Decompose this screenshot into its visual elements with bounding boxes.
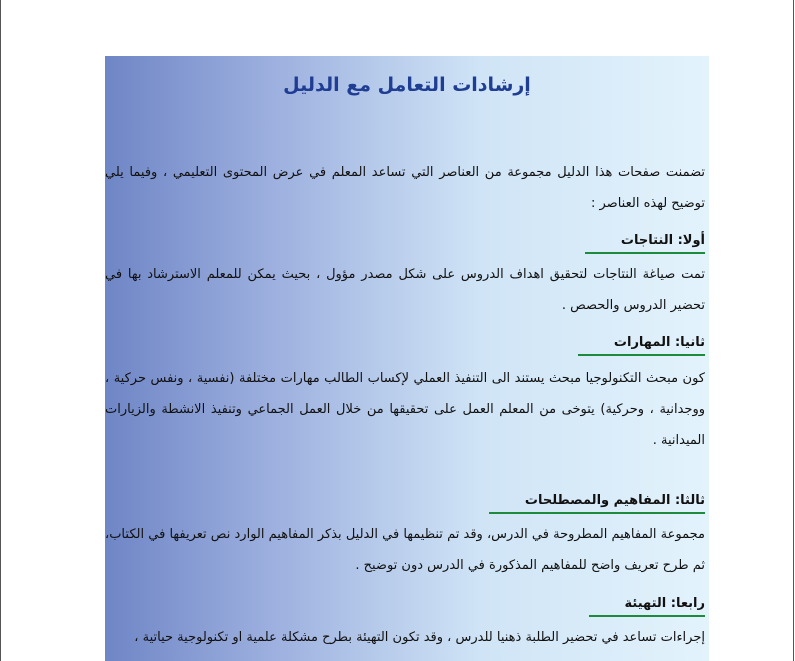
- section-text-outcomes: تمت صياغة النتاجات لتحقيق اهداف الدروس على شكل مصدر مؤول ، بحيث يمكن للمعلم الاسترشاد بها في تحضير الدروس والحصص .: [105, 267, 705, 313]
- right-border-line: [793, 0, 794, 661]
- section-heading-preparation: رابعا: التهيئة: [589, 594, 706, 617]
- document-panel: [105, 56, 709, 661]
- page-title: إرشادات التعامل مع الدليل: [283, 74, 531, 96]
- section-heading-outcomes: أولا: النتاجات: [585, 231, 705, 254]
- section-heading-skills: ثانيا: المهارات: [578, 333, 705, 356]
- intro-paragraph: تضمنت صفحات هذا الدليل مجموعة من العناصر التي تساعد المعلم في عرض المحتوى التعليمي ، وفيما يلي توضيح لهذه العناصر :: [105, 165, 705, 211]
- section-text-preparation: إجراءات تساعد في تحضير الطلبة ذهنيا للدرس ، وقد تكون التهيئة بطرح مشكلة علمية او تكنولوجية حياتية ،: [134, 630, 705, 645]
- section-heading-concepts: ثالثا: المفاهيم والمصطلحات: [489, 491, 705, 514]
- left-border-line: [0, 0, 1, 661]
- section-text-skills: كون مبحث التكنولوجيا مبحث يستند الى التنفيذ العملي لإكساب الطالب مهارات مختلفة (نفسية ، ونفس حركية ، ووجدانية ، وحركية) يتوخى من المعلم العمل على تحقيقها من خلال العمل الجماعي وتنفيذ الانشطة والزيارات الميدانية .: [105, 371, 705, 448]
- section-text-concepts: مجموعة المفاهيم المطروحة في الدرس، وقد تم تنظيمها في الدليل بذكر المفاهيم الوارد نص تعريفها في الكتاب، ثم طرح تعريف واضح للمفاهيم المذكورة في الدرس دون توضيح .: [105, 527, 705, 573]
